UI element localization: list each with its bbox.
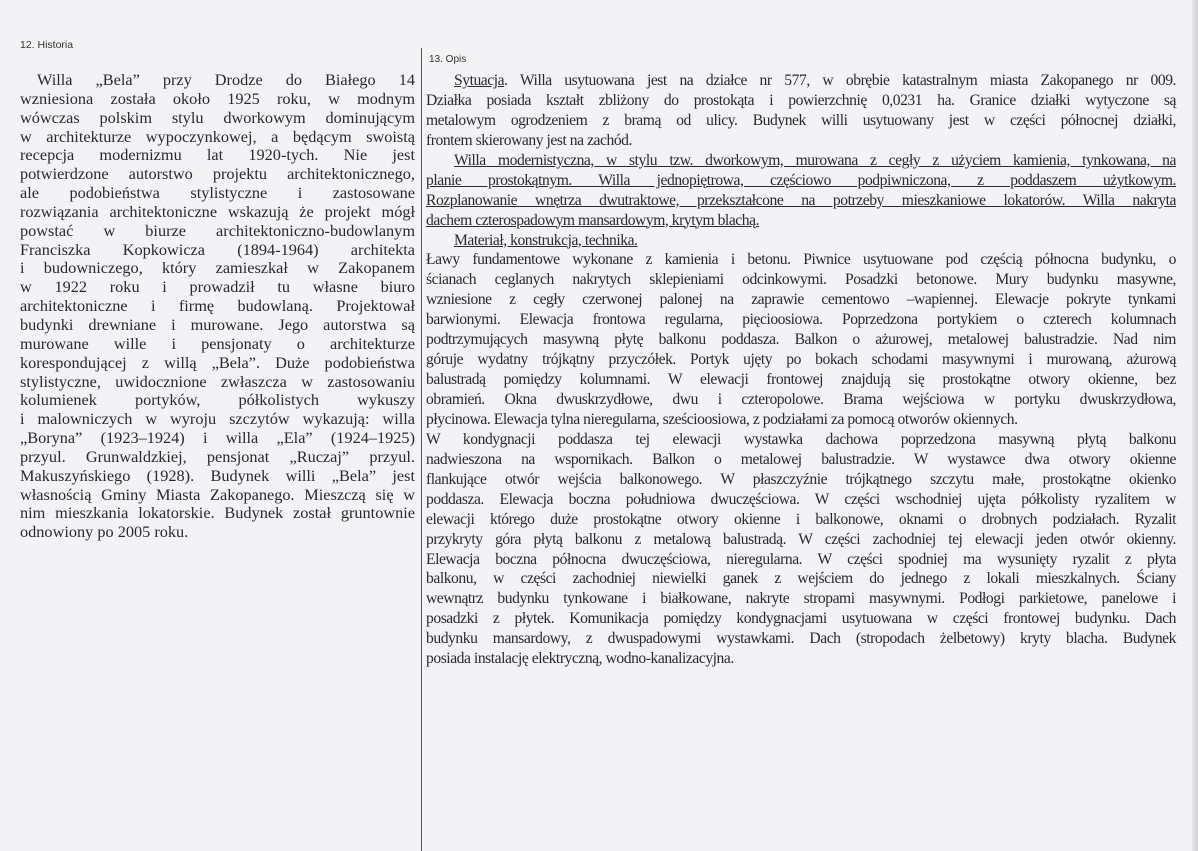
line-text: posiada instalację elektryczną, wodno-kanalizacyjna. bbox=[426, 650, 734, 668]
historia-line: w 1922 roku i prowadził tu własne biuro bbox=[20, 277, 415, 297]
line-text: nadwieszona na wspornikach. Balkon o metalowej balustradzie. W wystawce dwa otwory okienne bbox=[426, 450, 1176, 468]
historia-line: architektoniczne i firmę budowlaną. Projektował bbox=[20, 296, 415, 316]
historia-text bbox=[20, 71, 415, 542]
line-text: obramień. Okna dwuskrzydłowe, dwu i czteropolowe. Brama wejściowa w portyku dwuskrzydłowa, bbox=[426, 391, 1176, 408]
opis-line bbox=[426, 629, 1176, 649]
line-text: elewacji którego duże prostokątne otwory okienne i balkonowe, oknami o drobnych podziałach. Ryzalit bbox=[426, 510, 1176, 528]
historia-line: stylistyczne, uwidocznione zwłaszcza w zastosowaniu bbox=[20, 371, 415, 391]
opis-line bbox=[426, 131, 1176, 151]
historia-line: wzniesiona została około 1925 roku, w modnym bbox=[20, 88, 415, 108]
opis-line bbox=[426, 171, 1176, 191]
line-text: Działka posiada kształt zbliżony do prostokąta i powierzchnię 0,0231 ha. Granice działki wytyczone są bbox=[426, 91, 1176, 109]
line-text: balkonu, w części zachodniej niewielki ganek z wejściem do jednego z lokali mieszkalnych. Ściany bbox=[426, 570, 1176, 588]
column-divider bbox=[421, 48, 422, 851]
opis-line bbox=[426, 211, 1176, 231]
opis-line bbox=[426, 270, 1176, 290]
line-text: Ławy fundamentowe wykonane z kamienia i betonu. Piwnice usytuowane pod częścią północna budynku, o bbox=[426, 251, 1176, 269]
opis-line bbox=[426, 410, 1176, 430]
historia-line: wówczas polskim stylu dworkowym dominującym bbox=[20, 107, 415, 127]
historia-line: powstać w biurze architektoniczno-budowlanym bbox=[20, 220, 415, 240]
line-text: flankujące otwór wejścia balkonowego. W płaszczyźnie trójkątnego szczytu małe, prostokątne okienko bbox=[426, 470, 1176, 488]
opis-line bbox=[426, 330, 1176, 350]
historia-line: „Boryna” (1923–1924) i willa „Ela” (1924–1925) bbox=[20, 428, 415, 448]
historia-line: potwierdzone autorstwo projektu architektonicznego, bbox=[20, 164, 415, 184]
historia-line: i malowniczych w wyroju szczytów wykazują: willa bbox=[20, 409, 415, 429]
line-text: barwionymi. Elewacja frontowa regularna, pięcioosiowa. Poprzedzona portykiem o czterech kolumnach bbox=[426, 311, 1176, 329]
underlined-text: planie prostokątnym. Willa jednopiętrowa, częściowo podpiwniczona, z poddaszem użytkowym. bbox=[426, 171, 1176, 189]
opis-line bbox=[426, 151, 1176, 171]
historia-line: nim mieszkania lokatorskie. Budynek został gruntownie bbox=[20, 503, 415, 523]
line-text: posadzki z płytek. Komunikacja pomiędzy kondygnacjami usytuowana w części frontowej budynku. Dach bbox=[426, 610, 1176, 628]
section-heading-opis: 13. Opis bbox=[429, 54, 467, 65]
historia-line: Makuszyńskiego (1928). Budynek willi „Bela” jest bbox=[20, 465, 415, 485]
historia-line: ale podobieństwa stylistyczne i zastosowane bbox=[20, 183, 415, 203]
historia-line: recepcja modernizmu lat 1920-tych. Nie jest bbox=[20, 145, 415, 165]
historia-line: korespondującej z willą „Bela”. Duże podobieństwa bbox=[20, 352, 415, 372]
underlined-text: dachem czterospadowym mansardowym, krytym blachą. bbox=[426, 211, 760, 229]
opis-line bbox=[426, 250, 1176, 270]
historia-line: rozwiązania architektoniczne wskazują że projekt mógł bbox=[20, 201, 415, 221]
opis-line bbox=[426, 390, 1176, 410]
opis-line bbox=[426, 350, 1176, 370]
line-text: wzniesione z cegły czerwonej palonej na zaprawie cementowo –wapiennej. Elewacje pokryte tynkami bbox=[426, 291, 1176, 309]
opis-line bbox=[426, 290, 1176, 310]
line-text: przykryty góra płytą balkonu z metalową balustradą. W części zachodniej tej elewacji jeden otwór okienny. bbox=[426, 530, 1176, 548]
line-text: wewnątrz budynku tynkowane i białkowane, nakryte stropami masywnymi. Podłogi parkietowe, panelowe i bbox=[426, 590, 1176, 608]
section-heading-historia: 12. Historia bbox=[20, 39, 74, 51]
historia-line: przyul. Grunwaldzkiej, pensjonat „Ruczaj” przyul. bbox=[20, 446, 415, 466]
historia-line: odnowiony po 2005 roku. bbox=[20, 522, 189, 542]
opis-line bbox=[426, 450, 1176, 470]
underlined-text: Sytuacja bbox=[454, 72, 505, 89]
opis-line bbox=[426, 370, 1176, 390]
historia-line: w architekturze wypoczynkowej, a będącym swoistą bbox=[20, 126, 415, 146]
line-text: frontem skierowany jest na zachód. bbox=[426, 131, 632, 149]
opis-text bbox=[426, 71, 1176, 669]
scan-edge bbox=[1192, 0, 1198, 851]
historia-line: Willa „Bela” przy Drodze do Białego 14 bbox=[37, 70, 415, 89]
opis-line bbox=[426, 530, 1176, 550]
underlined-text: Materiał, konstrukcja, technika. bbox=[454, 231, 638, 249]
opis-line bbox=[426, 231, 1176, 251]
opis-line bbox=[426, 430, 1176, 450]
line-text: W kondygnacji poddasza tej elewacji wystawka dachowa poprzedzona masywną płytą balkonu bbox=[426, 430, 1176, 448]
historia-line: budynki drewniane i murowane. Jego autorstwa są bbox=[20, 314, 415, 334]
line-text: Elewacja boczna północna dwuczęściowa, nieregularna. W części spodniej ma wysunięty ryzalit z płyta bbox=[426, 550, 1176, 568]
historia-line: własnością Gminy Miasta Zakopanego. Mieszczą się w bbox=[20, 484, 415, 504]
historia-line: kolumienek portyków, półkolistych wykuszy bbox=[20, 390, 415, 410]
historia-line: Franciszka Kopkowicza (1894-1964) architekta bbox=[20, 239, 415, 259]
line-text: płycinowa. Elewacja tylna nieregularna, sześcioosiowa, z podziałami za pomocą otworów okiennych. bbox=[426, 410, 1018, 428]
historia-line: i budowniczego, który zamieszkał w Zakopanem bbox=[20, 258, 415, 278]
line-text: balustradą pomiędzy kolumnami. W elewacji frontowej znajdują się prostokątne otwory okienne, bez bbox=[426, 371, 1176, 389]
opis-line bbox=[426, 569, 1176, 589]
opis-line bbox=[426, 191, 1176, 211]
underlined-text: Willa modernistyczna, w stylu tzw. dworkowym, murowana z cegły z użyciem kamienia, tynkowana, na bbox=[454, 151, 1176, 169]
line-text: budynku mansardowy, z dwuspadowymi wystawkami. Dach (stropodach żelbetowy) kryty blacha. Budynek bbox=[426, 630, 1176, 648]
underlined-text: Rozplanowanie wnętrza dwutraktowe, przekształcone na potrzeby mieszkaniowe lokatorów. Willa nakryta bbox=[426, 191, 1176, 209]
line-text: . Willa usytuowana jest na działce nr 577, w obrębie katastralnym miasta Zakopanego nr 009. bbox=[504, 72, 1176, 89]
opis-line bbox=[426, 71, 1176, 91]
line-text: podtrzymujących masywną płytę balkonu poddasza. Balkon o ażurowej, metalowej balustradzie. Nad nim bbox=[426, 331, 1176, 349]
opis-line bbox=[426, 91, 1176, 111]
line-text: metalowym ogrodzeniem z bramą od ulicy. Budynek willi usytuowany jest w części północnej działki, bbox=[426, 111, 1176, 129]
opis-line bbox=[426, 310, 1176, 330]
historia-line: murowane wille i pensjonaty o architekturze bbox=[20, 333, 415, 353]
line-text: ścianach ceglanych nakrytych sklepieniami odcinkowymi. Posadzki betonowe. Mury budynku masywne, bbox=[426, 271, 1176, 289]
opis-line bbox=[426, 510, 1176, 530]
opis-line bbox=[426, 470, 1176, 490]
opis-line bbox=[426, 609, 1176, 629]
line-text: poddasza. Elewacja boczna południowa dwuczęściowa. W części wschodniej ujęta półkolisty ryzalitem w bbox=[426, 490, 1176, 508]
opis-line bbox=[426, 550, 1176, 570]
opis-line bbox=[426, 589, 1176, 609]
opis-line bbox=[426, 649, 1176, 669]
opis-line bbox=[426, 490, 1176, 510]
line-text: góruje wydatny trójkątny przyczółek. Portyk ujęty po bokach schodami masywnymi i murowaną, ażurową bbox=[426, 351, 1176, 369]
opis-line bbox=[426, 111, 1176, 131]
